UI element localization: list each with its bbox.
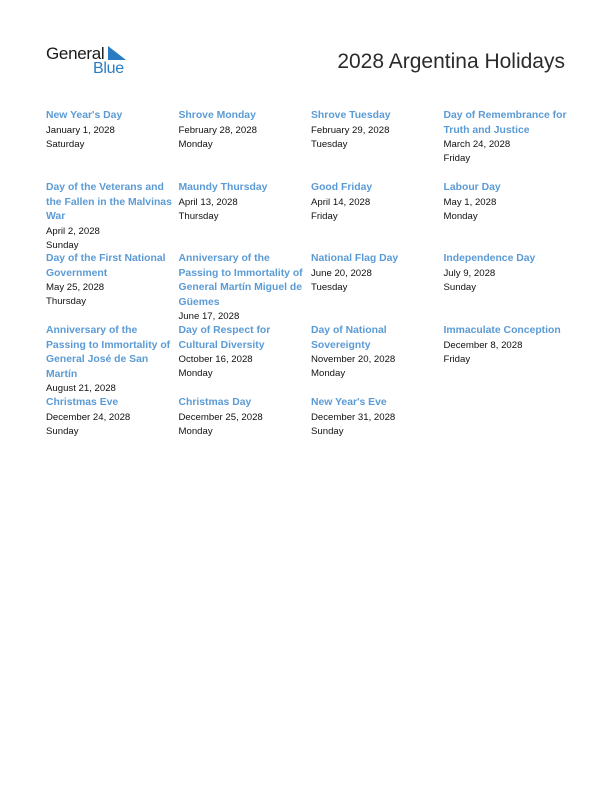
holiday-weekday: Sunday [311,425,344,437]
holiday-entry [46,109,179,181]
holiday-date: November 20, 2028 [311,354,396,365]
holiday-weekday: Thursday [46,296,86,307]
logo-text-general: General [46,44,105,63]
holiday-weekday: Tuesday [311,138,348,150]
holiday-entry [179,324,312,396]
holiday-date: June 17, 2028 [178,311,240,322]
holiday-date: December 25, 2028 [178,411,263,423]
holiday-name: Maundy Thursday [178,182,268,193]
holiday-date: March 24, 2028 [443,139,511,150]
holiday-date: February 28, 2028 [178,124,257,136]
holiday-name: New Year's Day [46,110,123,121]
holiday-row [46,109,576,181]
holiday-grid [46,109,576,446]
holiday-date: October 16, 2028 [178,354,253,365]
holiday-entry [179,109,312,181]
holiday-entry [311,324,444,396]
holiday-weekday: Monday [178,425,213,437]
holiday-date: December 24, 2028 [46,411,131,423]
holiday-weekday: Monday [178,368,213,379]
holiday-date: May 1, 2028 [443,196,497,208]
holiday-entry-empty [444,396,577,446]
holiday-entry [179,181,312,252]
holiday-weekday: Monday [311,368,346,379]
holiday-entry [444,181,577,252]
holiday-name: Anniversary of the Passing to Immortality of General Martín Miguel de Güemes [178,253,303,308]
holiday-date: May 25, 2028 [46,282,105,293]
holiday-entry [179,252,312,324]
holiday-weekday: Thursday [178,210,219,222]
holiday-entry [46,396,179,446]
holiday-date: December 8, 2028 [443,339,523,351]
holiday-weekday: Friday [311,210,338,222]
holiday-date: June 20, 2028 [311,267,372,279]
holiday-weekday: Friday [443,153,471,164]
holiday-entry [311,181,444,252]
holiday-entry [46,181,179,252]
holiday-entry [444,109,577,181]
holiday-name: Shrove Monday [178,110,256,121]
holiday-name: Anniversary of the Passing to Immortality of General José de San Martín [46,325,171,380]
holiday-row [46,252,576,324]
holiday-row [46,181,576,252]
holiday-name: Day of Remembrance for Truth and Justice [443,110,567,136]
logo-triangle-icon [106,46,126,60]
holiday-name: Independence Day [443,253,536,264]
holiday-entry [46,324,179,396]
holiday-name: Day of the First National Government [46,253,166,279]
holiday-entry [311,396,444,446]
holiday-name: Christmas Day [178,397,252,408]
holiday-date: February 29, 2028 [311,124,390,136]
holiday-entry [444,252,577,324]
holiday-weekday: Saturday [46,138,85,150]
holiday-row [46,324,576,396]
holiday-entry [311,109,444,181]
holiday-name: Shrove Tuesday [311,110,391,121]
general-blue-logo [46,44,136,80]
logo-text-blue: Blue [93,60,124,77]
page-title: 2028 Argentina Holidays [337,50,565,73]
holiday-date: December 31, 2028 [311,411,396,423]
holiday-name: Day of the Veterans and the Fallen in the Malvinas War [46,182,172,222]
holiday-weekday: Sunday [46,425,79,437]
holiday-name: Day of National Sovereignty [311,325,387,351]
holiday-row [46,396,576,446]
holiday-name: Immaculate Conception [443,325,561,336]
holiday-weekday: Monday [443,210,478,222]
holiday-entry [46,252,179,324]
holiday-date: August 21, 2028 [46,383,116,394]
holiday-weekday: Monday [178,138,213,150]
holiday-name: National Flag Day [311,253,399,264]
holiday-weekday: Tuesday [311,281,348,293]
holiday-name: Labour Day [443,182,501,193]
holiday-name: New Year's Eve [311,397,387,408]
holiday-weekday: Sunday [443,281,477,293]
holiday-date: April 2, 2028 [46,225,100,237]
holiday-date: January 1, 2028 [46,124,115,136]
holiday-name: Good Friday [311,182,373,193]
holiday-entry [179,396,312,446]
holiday-name: Day of Respect for Cultural Diversity [178,325,271,351]
holiday-date: April 14, 2028 [311,196,371,208]
holiday-date: July 9, 2028 [443,267,496,279]
holiday-weekday: Friday [443,353,471,365]
holiday-entry [444,324,577,396]
holiday-weekday: Sunday [46,239,79,251]
holiday-entry [311,252,444,324]
holiday-date: April 13, 2028 [178,196,238,208]
holiday-name: Christmas Eve [46,397,119,408]
